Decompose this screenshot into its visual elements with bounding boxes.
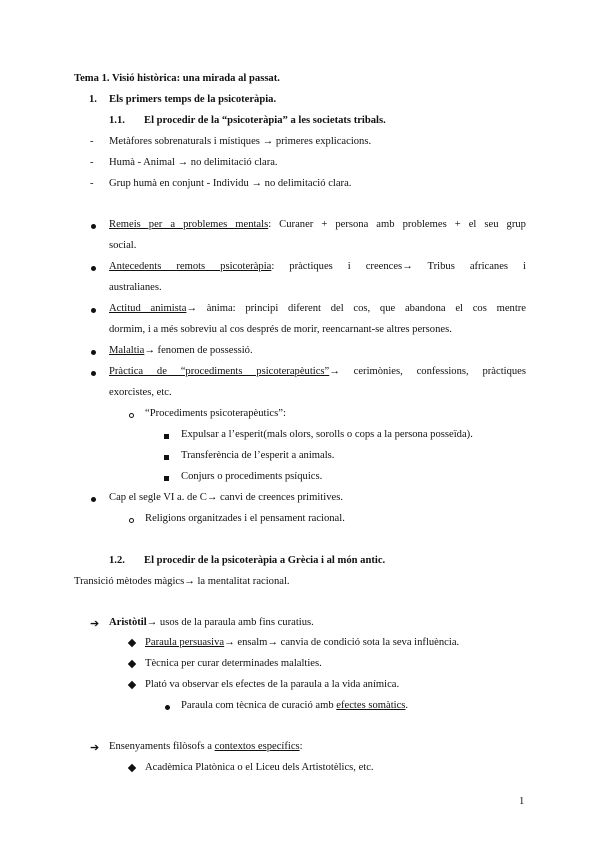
bullet-square-icon [164,455,169,460]
list-item [109,741,303,752]
list-item [109,617,314,628]
list-item-continuation: social. [109,240,137,251]
paragraph: Transició mètodes màgics→ la mentalitat racional. [74,576,290,587]
list-item-continuation: dormim, i a més sobreviu al cos després de morir, reencarnant-se altres persones. [109,324,452,335]
list-item [109,261,526,272]
bullet-diamond-icon [128,660,136,668]
dash-marker: - [90,157,94,168]
term: Antecedents remots psicoteràpia [109,261,272,272]
list-item: Plató va observar els efectes de la paraula a la vida anímica. [145,679,400,690]
section-heading: Els primers temps de la psicoteràpia. [109,94,277,105]
item-text: → cerimònies, confessions, pràctiques [329,366,526,377]
list-item [109,366,526,377]
term: Malaltia [109,345,145,356]
bullet-diamond-icon [128,764,136,772]
list-item [145,637,459,648]
section-number: 1. [89,94,97,105]
list-item: Metàfores sobrenaturals i místiques → primeres explicacions. [109,136,372,147]
item-text: : pràctiques i creences→ Tribus africanes i [271,261,526,272]
list-item: Transferència de l’esperit a animals. [181,450,335,461]
bullet-circle-icon [129,413,134,418]
bullet-disc-icon [91,371,96,376]
list-item-continuation: exorcistes, etc. [109,387,172,398]
item-text: Ensenyaments filòsofs a [109,741,215,752]
bullet-circle-icon [129,518,134,523]
term: efectes somàtics [336,700,406,711]
term: Pràctica de “procediments psicoterapèutics” [109,366,330,377]
list-item: Acadèmica Platònica o el Liceu dels Artistotèlics, etc. [145,762,374,773]
list-item: Humà - Animal → no delimitació clara. [109,157,278,168]
term: Actitud animista [109,303,187,314]
document-title: Tema 1. Visió històrica: una mirada al passat. [74,73,280,84]
list-item: Grup humà en conjunt - Individu → no delimitació clara. [109,178,352,189]
list-item: Cap el segle VI a. de C→ canvi de creences primitives. [109,492,343,503]
list-item-continuation: australianes. [109,282,162,293]
list-item [181,700,408,711]
bullet-disc-icon [91,497,96,502]
item-text: Paraula com tècnica de curació amb [181,700,337,711]
bullet-diamond-icon [128,681,136,689]
list-item: Tècnica per curar determinades malalties. [145,658,322,669]
bullet-disc-icon [91,266,96,271]
term: Remeis per a problemes mentals [109,219,269,230]
list-item: Expulsar a l’esperit(mals olors, sorolls o cops a la persona posseïda). [181,429,473,440]
item-text: → fenomen de possessió. [144,345,253,356]
bullet-square-icon [164,434,169,439]
list-item [109,219,526,230]
bullet-square-icon [164,476,169,481]
item-text: → ànima: principi diferent del cos, que abandona el cos mentre [186,303,526,314]
item-text: → ensalm→ canvia de condició sota la seva influència. [224,637,460,648]
bullet-disc-icon [91,350,96,355]
subsection-number: 1.1. [109,115,125,126]
list-item: Conjurs o procediments psíquics. [181,471,323,482]
bullet-disc-icon [91,308,96,313]
dash-marker: - [90,136,94,147]
bullet-diamond-icon [128,639,136,647]
subsection-heading: El procedir de la “psicoteràpia” a les societats tribals. [144,115,386,126]
list-item [109,345,253,356]
term: Aristòtil [109,617,147,628]
bullet-disc-icon [165,705,170,710]
list-item: “Procediments psicoterapèutics”: [145,408,286,419]
item-text: . [405,700,409,711]
subsection-heading: El procedir de la psicoteràpia a Grècia i al món antic. [144,555,386,566]
term: Paraula persuasiva [145,637,225,648]
arrow-bullet-icon: ➔ [90,742,100,754]
item-text: : Curaner + persona amb problemes + el seu grup [268,219,526,230]
arrow-bullet-icon: ➔ [90,618,100,630]
term: contextos específics [214,741,300,752]
item-text: → usos de la paraula amb fins curatius. [146,617,314,628]
page-number: 1 [519,796,525,807]
item-text: : [299,741,303,752]
bullet-disc-icon [91,224,96,229]
list-item: Religions organitzades i el pensament racional. [145,513,345,524]
dash-marker: - [90,178,94,189]
subsection-number: 1.2. [109,555,125,566]
list-item [109,303,526,314]
